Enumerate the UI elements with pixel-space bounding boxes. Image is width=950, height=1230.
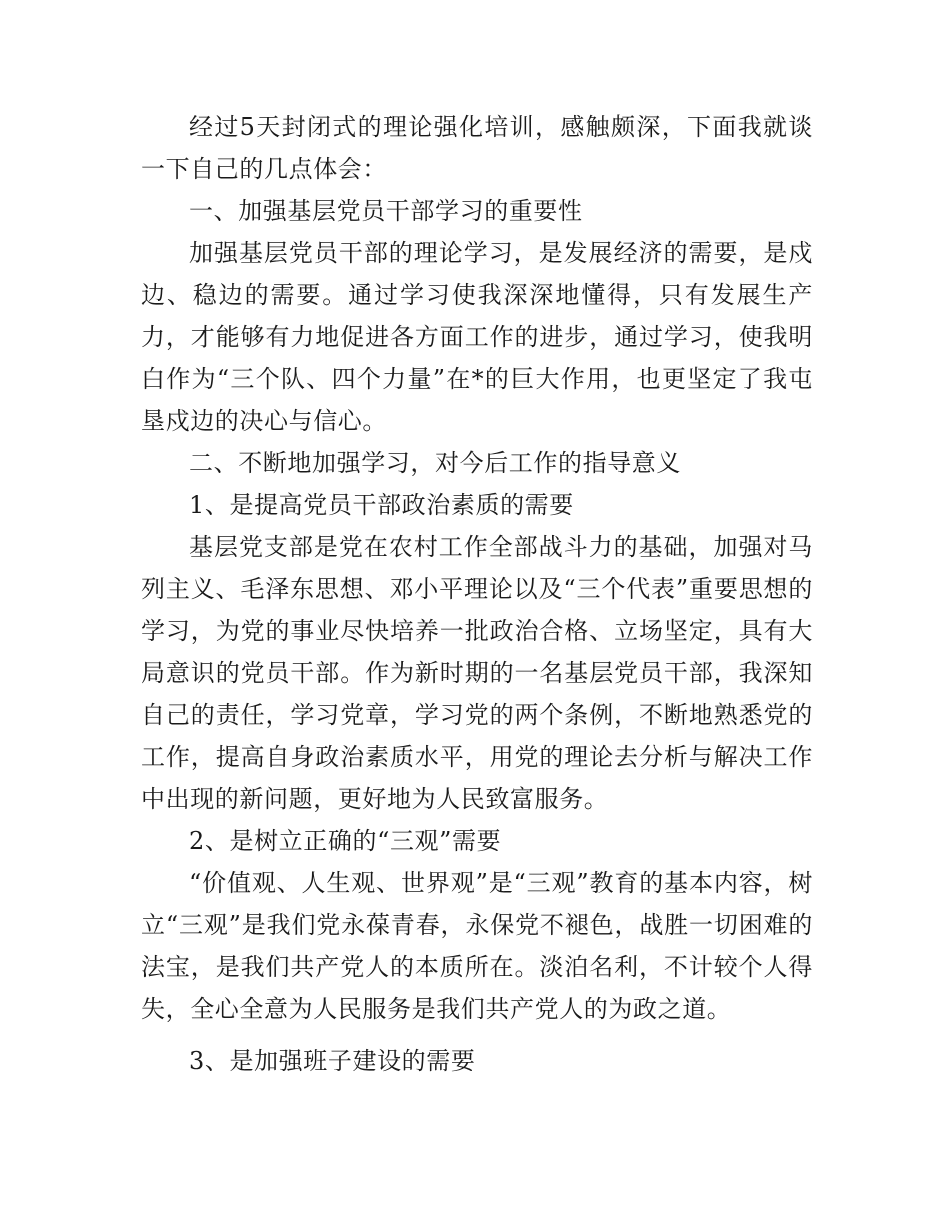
heading-section-1: 一、加强基层党员干部学习的重要性 [189,197,583,225]
document-body [141,106,813,1082]
heading-section-2: 二、不断地加强学习，对今后工作的指导意义 [189,449,681,477]
heading-subsection-2: 2、是树立正确的“三观”需要 [189,827,502,855]
paragraph-subsection-2: “价值观、人生观、世界观”是“三观”教育的基本内容，树立“三观”是我们党永葆青春，永保党不褪色，战胜一切困难的法宝，是我们共产党人的本质所在。淡泊名利，不计较个人得失，全心全意为人民服务是我们共产党人的为政之道。 [141,869,813,1023]
paragraph-intro: 经过5天封闭式的理论强化培训，感触颇深，下面我就谈一下自己的几点体会： [141,113,813,183]
paragraph-subsection-1: 基层党支部是党在农村工作全部战斗力的基础，加强对马列主义、毛泽东思想、邓小平理论以及“三个代表”重要思想的学习，为党的事业尽快培养一批政治合格、立场坚定，具有大局意识的党员干部。作为新时期的一名基层党员干部，我深知自己的责任，学习党章，学习党的两个条例，不断地熟悉党的工作，提高自身政治素质水平，用党的理论去分析与解决工作中出现的新问题，更好地为人民致富服务。 [141,533,813,813]
paragraph-section-1: 加强基层党员干部的理论学习，是发展经济的需要，是戍边、稳边的需要。通过学习使我深深地懂得，只有发展生产力，才能够有力地促进各方面工作的进步，通过学习，使我明白作为“三个队、四个力量”在*的巨大作用，也更坚定了我屯垦戍边的决心与信心。 [141,239,813,435]
heading-subsection-3: 3、是加强班子建设的需要 [189,1047,476,1075]
heading-subsection-1: 1、是提高党员干部政治素质的需要 [189,491,574,519]
